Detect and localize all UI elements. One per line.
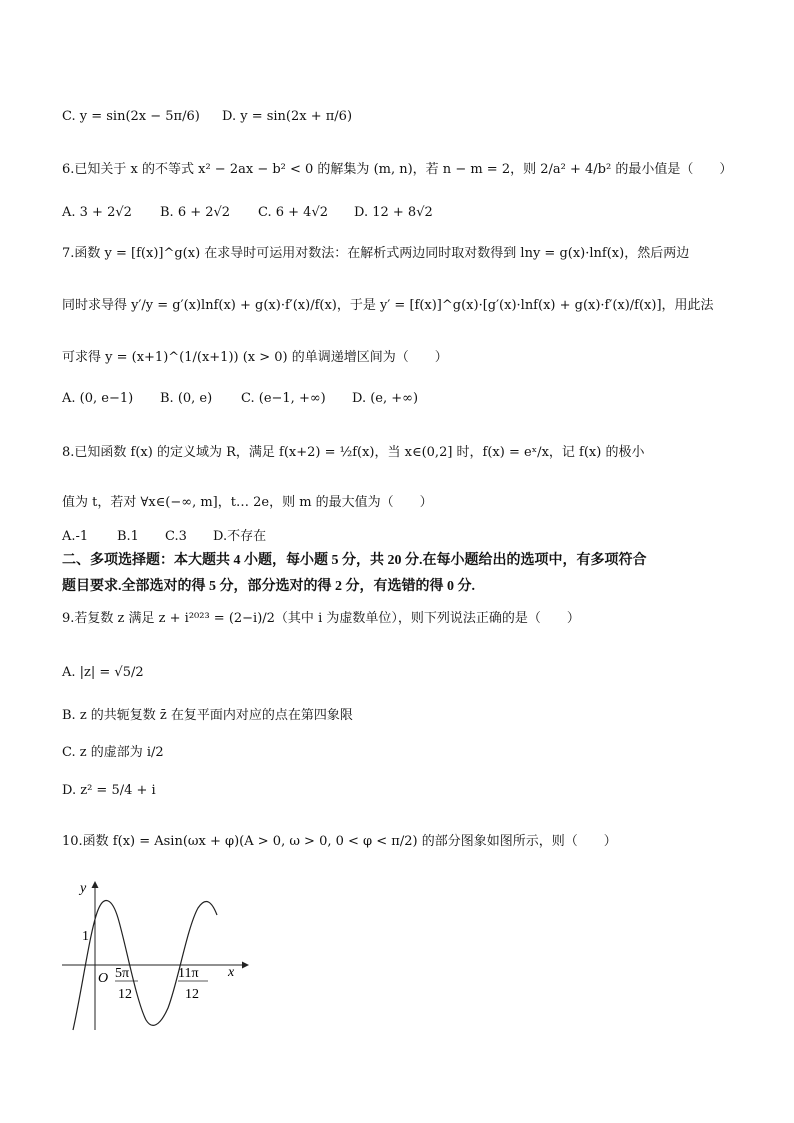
section-2-heading-line-1: 二、多项选择题：本大题共 4 小题，每小题 5 分，共 20 分.在每小题给出的选项中，有多项符合 [62,553,647,568]
y-axis-label: y [80,881,87,896]
y-tick-one: 1 [82,929,89,944]
q8-option-d: D.不存在 [213,529,267,544]
q7-option-b: B. (0, e) [160,391,213,406]
q8-option-b: B.1 [117,529,139,544]
q7-option-d: D. (e, +∞) [352,391,419,406]
q6-option-d: D. 12 + 8√2 [354,205,433,220]
q6-option-b: B. 6 + 2√2 [160,205,231,220]
q8-option-a: A.-1 [62,529,89,544]
q6-option-c: C. 6 + 4√2 [258,205,329,220]
q7-option-a: A. (0, e−1) [62,391,134,406]
x-tick-11pi-12-denominator: 12 [185,987,199,1002]
y-axis-arrow [92,881,99,888]
q10-stem: 10.函数 f(x) = Asin(ωx + φ)(A > 0, ω > 0, 0 < φ < π/2) 的部分图象如图所示，则（ ） [62,834,617,849]
x-tick-5pi-12-denominator: 12 [118,987,132,1002]
q9-option-a: A. |z| = √5/2 [62,665,144,680]
section-2-heading-line-2: 题目要求.全部选对的得 5 分，部分选对的得 2 分，有选错的得 0 分. [62,579,475,594]
q8-line-2: 值为 t，若对 ∀x∈(−∞, m]，t… 2e，则 m 的最大值为（ ） [62,495,433,510]
q7-line-3: 可求得 y = (x+1)^(1/(x+1)) (x > 0) 的单调递增区间为（ ） [62,350,448,365]
q8-line-1: 8.已知函数 f(x) 的定义域为 R，满足 f(x+2) = ½f(x)，当 x∈(0,2] 时，f(x) = eˣ/x，记 f(x) 的极小 [62,445,645,460]
q5-option-c: C. y = sin(2x − 5π/6) [62,109,200,124]
q10-graph-figure [60,870,260,1035]
q8-option-c: C.3 [165,529,187,544]
q6-option-a: A. 3 + 2√2 [62,205,132,220]
q7-line-2: 同时求导得 y′/y = g′(x)lnf(x) + g(x)·f′(x)/f(x)，于是 y′ = [f(x)]^g(x)·[g′(x)·lnf(x) + g(x)·f′(x)/f(x)]，用此法 [62,298,714,313]
q7-line-1: 7.函数 y = [f(x)]^g(x) 在求导时可运用对数法：在解析式两边同时取对数得到 lny = g(x)·lnf(x)，然后两边 [62,246,690,261]
x-tick-5pi-12-numerator: 5π [115,966,130,981]
q9-option-c: C. z 的虚部为 i/2 [62,745,164,760]
q5-option-d: D. y = sin(2x + π/6) [222,109,353,124]
origin-label: O [98,971,109,986]
x-tick-11pi-12-numerator: 11π [178,966,199,981]
q9-option-b: B. z 的共轭复数 z̄ 在复平面内对应的点在第四象限 [62,708,353,723]
x-axis-label: x [228,965,235,980]
q9-option-d: D. z² = 5/4 + i [62,783,156,798]
q7-option-c: C. (e−1, +∞) [241,391,326,406]
x-axis-arrow [242,962,249,969]
q6-stem: 6.已知关于 x 的不等式 x² − 2ax − b² < 0 的解集为 (m, n)，若 n − m = 2，则 2/a² + 4/b² 的最小值是（ ） [62,162,733,177]
q9-stem: 9.若复数 z 满足 z + i²⁰²³ = (2−i)/2（其中 i 为虚数单位），则下列说法正确的是（ ） [62,611,580,626]
